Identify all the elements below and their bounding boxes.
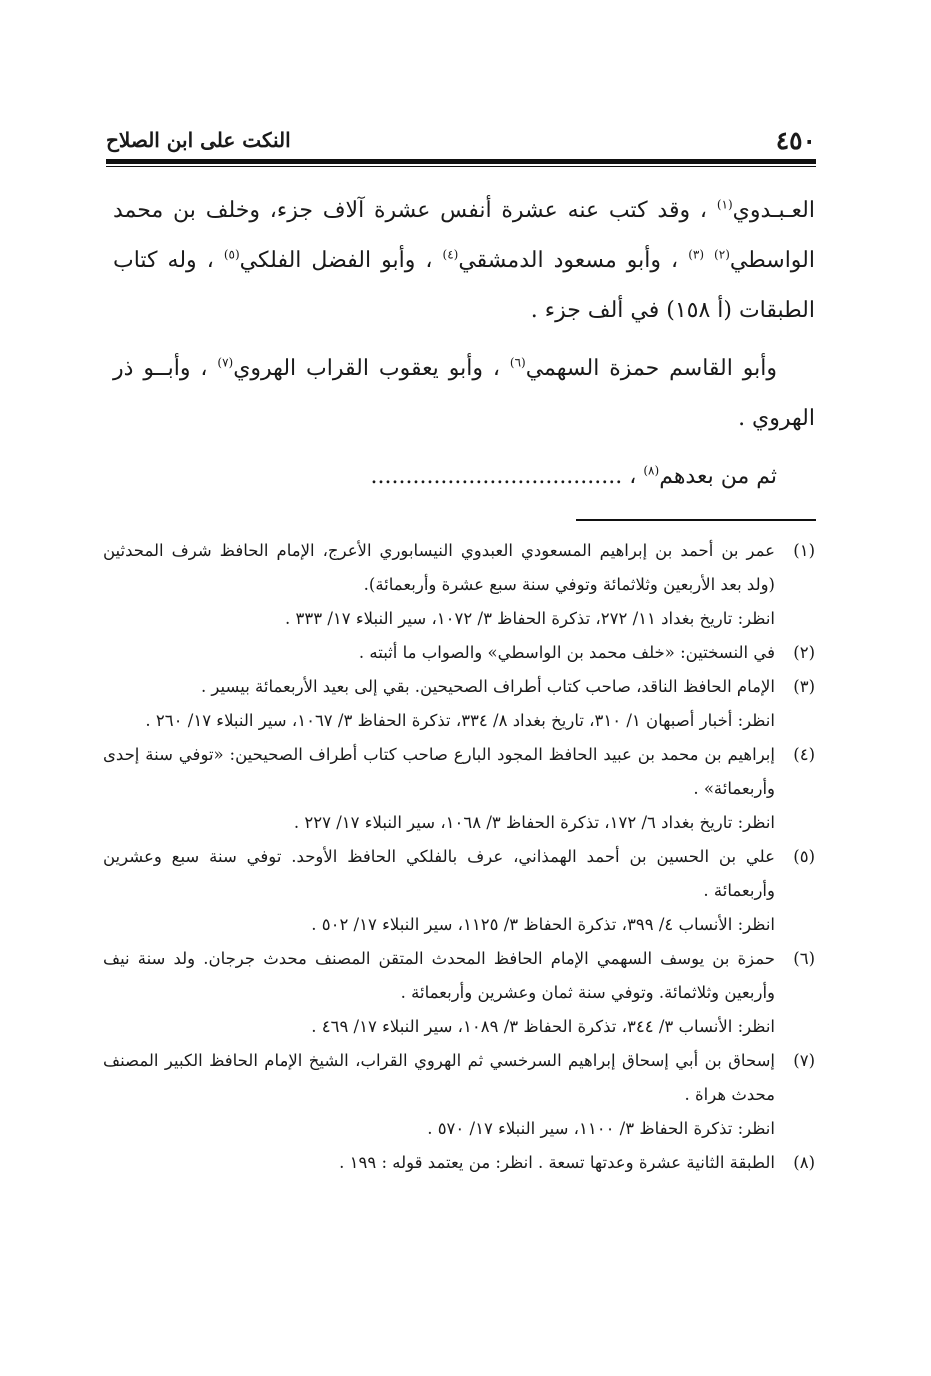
text-run: ، وأبو مسعود الدمشقي <box>458 248 679 273</box>
footnote-body <box>103 1146 775 1180</box>
footnote-6 <box>103 942 815 1044</box>
main-text <box>113 186 815 502</box>
footnote-8 <box>103 1146 815 1180</box>
footnote-body <box>103 738 775 840</box>
footnote-marker-6[interactable]: (٦) <box>509 355 526 370</box>
text-run: العـبـدوي <box>732 198 815 223</box>
page-number: ٤٥٠ <box>775 126 816 155</box>
footnote-reference: انظر: تاريخ بغداد ٦/ ١٧٢، تذكرة الحفاظ ٣/ ١٠٦٨، سير النبلاء ١٧/ ٢٢٧ . <box>293 813 775 832</box>
footnote-body <box>103 636 775 670</box>
footnote-number: (٥) <box>793 847 815 866</box>
footnote-marker-3[interactable]: (٣) <box>688 247 705 262</box>
footnote-text: الطبقة الثانية عشرة وعدتها تسعة . انظر: من يعتمد قوله : ١٩٩ . <box>339 1153 775 1172</box>
running-title: النكت على ابن الصلاح <box>106 128 291 152</box>
footnote-number: (٤) <box>793 745 815 764</box>
footnote-number: (٦) <box>793 949 815 968</box>
footnote-text: إبراهيم بن محمد بن عبيد الحافظ المجود البارع صاحب كتاب أطراف الصحيحين: «توفي سنة إحدى وأربعمائة» . <box>103 745 775 798</box>
footnote-body <box>103 942 775 1044</box>
footnote-number: (٨) <box>793 1153 815 1172</box>
footnote-reference: انظر: تاريخ بغداد ١١/ ٢٧٢، تذكرة الحفاظ ٣/ ١٠٧٢، سير النبلاء ١٧/ ٣٣٣ . <box>285 609 775 628</box>
footnote-reference: انظر: الأنساب ٣/ ٣٤٤، تذكرة الحفاظ ٣/ ١٠٨٩، سير النبلاء ١٧/ ٤٦٩ . <box>311 1017 775 1036</box>
footnote-number: (٢) <box>793 643 815 662</box>
footnote-text: علي بن الحسين بن أحمد الهمذاني، عرف بالفلكي الحافظ الأوحد. توفي سنة سبع وعشرين وأربعمائة . <box>103 847 775 900</box>
footnote-text: في النسختين: «خلف محمد بن الواسطي» والصواب ما أثبته . <box>358 643 775 662</box>
footnote-reference: انظر: أخبار أصبهان ١/ ٣١٠، تاريخ بغداد ٨/ ٣٣٤، تذكرة الحفاظ ٣/ ١٠٦٧، سير النبلاء ١٧/ ٢٦٠ . <box>145 711 775 730</box>
text-run: ثم من بعدهم <box>659 464 777 489</box>
text-run: ، وأبو الفضل الفلكي <box>239 248 433 273</box>
text-run: ، وأبو يعقوب القراب الهروي <box>233 356 500 381</box>
footnote-body <box>103 840 775 942</box>
footnote-marker-2[interactable]: (٢) <box>714 247 730 262</box>
footnote-text: إسحاق بن أبي إسحاق إبراهيم السرخسي ثم الهروي القراب، الشيخ الإمام الحافظ الكبير المصنف محدث هراة . <box>103 1051 775 1104</box>
footnote-marker-4[interactable]: (٤) <box>442 247 459 262</box>
ellipsis-dots: ، .................................... <box>370 464 637 489</box>
footnote-3 <box>103 670 815 738</box>
footnote-rule <box>576 519 816 521</box>
footnote-number: (١) <box>793 541 815 560</box>
footnote-text: حمزة بن يوسف السهمي الإمام الحافظ المحدث المتقن المصنف محدث جرجان. ولد سنة نيف وأربعين وثلاثمائة. وتوفي سنة ثمان وعشرين وأربعمائة . <box>103 949 775 1002</box>
header-rule <box>106 159 816 167</box>
footnote-body <box>103 534 775 636</box>
footnote-body <box>103 1044 775 1146</box>
footnote-2 <box>103 636 815 670</box>
text-run: ، وله كتاب الطبقات (أ ١٥٨) في ألف جزء . <box>113 248 815 323</box>
footnote-4 <box>103 738 815 840</box>
footnote-marker-5[interactable]: (٥) <box>223 247 240 262</box>
footnote-7 <box>103 1044 815 1146</box>
footnotes <box>103 534 815 1180</box>
text-run: ، وأبــو ذر الهروي . <box>113 356 815 431</box>
footnote-text: عمر بن أحمد بن إبراهيم المسعودي العبدوي النيسابوري الأعرج، الإمام الحافظ شرف المحدثين (ولد بعد الأربعين وثلاثمائة وتوفي سنة سبع عشرة وأربعمائة). <box>103 541 775 594</box>
footnote-text: الإمام الحافظ الناقد، صاحب كتاب أطراف الصحيحين. بقي إلى بعيد الأربعمائة بيسير . <box>200 677 775 696</box>
footnote-5 <box>103 840 815 942</box>
footnote-marker-7[interactable]: (٧) <box>217 355 234 370</box>
paragraph-2 <box>113 344 815 444</box>
footnote-reference: انظر: تذكرة الحفاظ ٣/ ١١٠٠، سير النبلاء ١٧/ ٥٧٠ . <box>427 1119 775 1138</box>
footnote-1 <box>103 534 815 636</box>
footnote-number: (٣) <box>793 677 815 696</box>
page-header <box>106 122 816 162</box>
paragraph-3 <box>113 452 815 502</box>
footnote-body <box>103 670 775 738</box>
footnote-marker-8[interactable]: (٨) <box>643 463 660 478</box>
footnote-number: (٧) <box>793 1051 815 1070</box>
paragraph-1 <box>113 186 815 336</box>
footnote-marker-1[interactable]: (١) <box>716 197 733 212</box>
footnote-reference: انظر: الأنساب ٤/ ٣٩٩، تذكرة الحفاظ ٣/ ١١٢٥، سير النبلاء ١٧/ ٥٠٢ . <box>311 915 775 934</box>
text-run: وأبو القاسم حمزة السهمي <box>525 356 777 381</box>
text-run: ، وقد كتب عنه عشرة أنفس عشرة آلاف جزء، وخلف بن محمد الواسطي <box>113 198 815 273</box>
